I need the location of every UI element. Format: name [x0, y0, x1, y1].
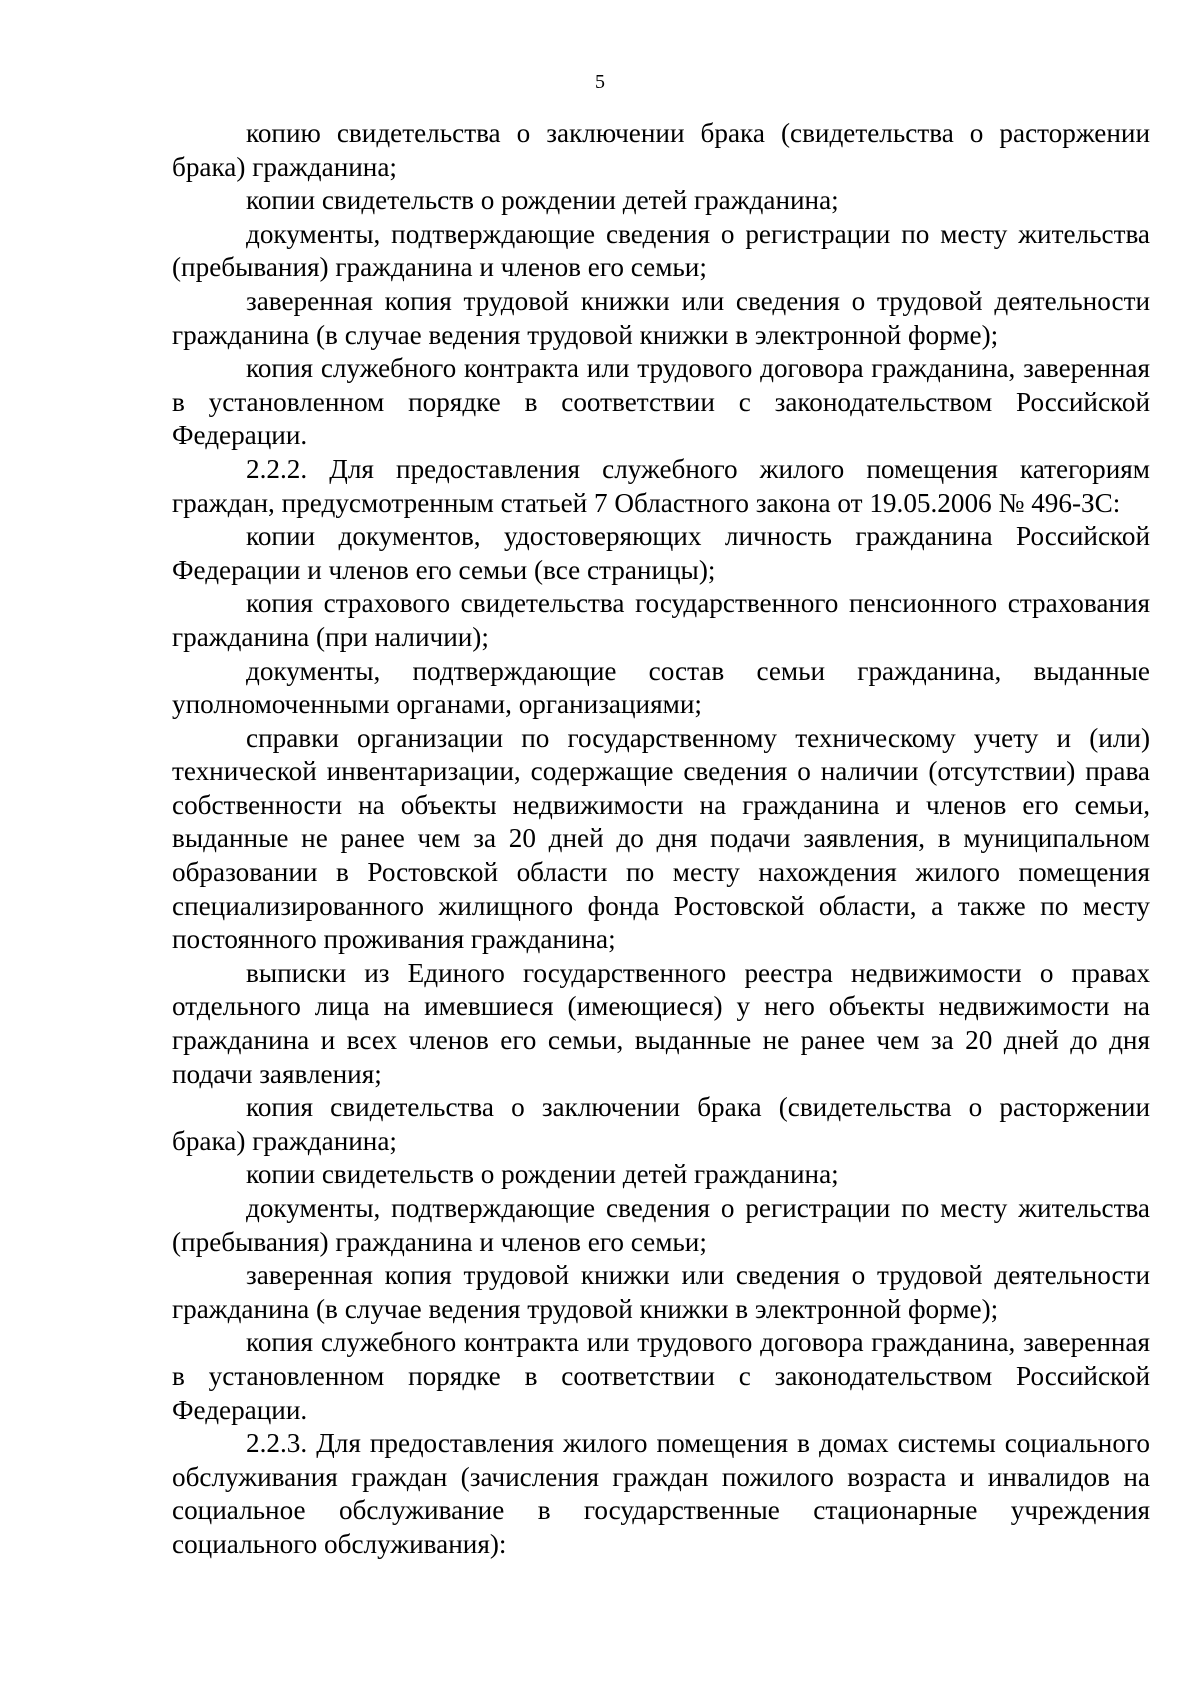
paragraph: копия свидетельства о заключении брака (свидетельства о расторжении брака) гражданина;	[172, 1092, 1150, 1156]
section-2-2-3-heading: 2.2.3. Для предоставления жилого помещения в домах системы социального обслуживания граждан (зачисления граждан пожилого возраста и инвалидов на социальное обслуживание в государственные стационарные учреждения социального обслуживания):	[172, 1428, 1150, 1559]
paragraph: копия служебного контракта или трудового договора гражданина, заверенная в установленном порядке в соответствии с законодательством Российской Федерации.	[172, 1327, 1150, 1425]
paragraph: документы, подтверждающие сведения о регистрации по месту жительства (пребывания) гражданина и членов его семьи;	[172, 218, 1150, 283]
section-2-2-2-heading: 2.2.2. Для предоставления служебного жилого помещения категориям граждан, предусмотренным статьей 7 Областного закона от 19.05.2006 № 496-ЗС:	[172, 453, 1150, 518]
paragraph: копия служебного контракта или трудового договора гражданина, заверенная в установленном порядке в соответствии с законодательством Российской Федерации.	[172, 353, 1150, 451]
paragraph: заверенная копия трудовой книжки или сведения о трудовой деятельности гражданина (в случае ведения трудовой книжки в электронной форме);	[172, 285, 1150, 350]
page-number: 5	[595, 71, 605, 93]
paragraph: копию свидетельства о заключении брака (свидетельства о расторжении брака) гражданина;	[172, 118, 1150, 182]
document-body	[172, 117, 1150, 1562]
paragraph: копии свидетельств о рождении детей гражданина;	[246, 185, 839, 216]
paragraph: документы, подтверждающие состав семьи гражданина, выданные уполномоченными органами, организациями;	[172, 655, 1150, 720]
paragraph: выписки из Единого государственного реестра недвижимости о правах отдельного лица на имевшиеся (имеющиеся) у него объекты недвижимости на гражданина и всех членов его семьи, выданные не ранее чем за 20 дней до дня подачи заявления;	[172, 957, 1150, 1089]
paragraph: копия страхового свидетельства государственного пенсионного страхования гражданина (при наличии);	[172, 588, 1150, 652]
paragraph: копии документов, удостоверяющих личность гражданина Российской Федерации и членов его семьи (все страницы);	[172, 521, 1150, 585]
paragraph: копии свидетельств о рождении детей гражданина;	[246, 1159, 839, 1190]
paragraph: справки организации по государственному техническому учету и (или) технической инвентаризации, содержащие сведения о наличии (отсутствии) права собственности на объекты недвижимости на гражданина и членов его семьи, выданные не ранее чем за 20 дней до дня подачи заявления, в муниципальном образовании в Ростовской области по месту нахождения жилого помещения специализированного жилищного фонда Ростовской области, а также по месту постоянного проживания гражданина;	[172, 722, 1150, 955]
paragraph: заверенная копия трудовой книжки или сведения о трудовой деятельности гражданина (в случае ведения трудовой книжки в электронной форме);	[172, 1260, 1150, 1324]
paragraph: документы, подтверждающие сведения о регистрации по месту жительства (пребывания) гражданина и членов его семьи;	[172, 1193, 1150, 1257]
